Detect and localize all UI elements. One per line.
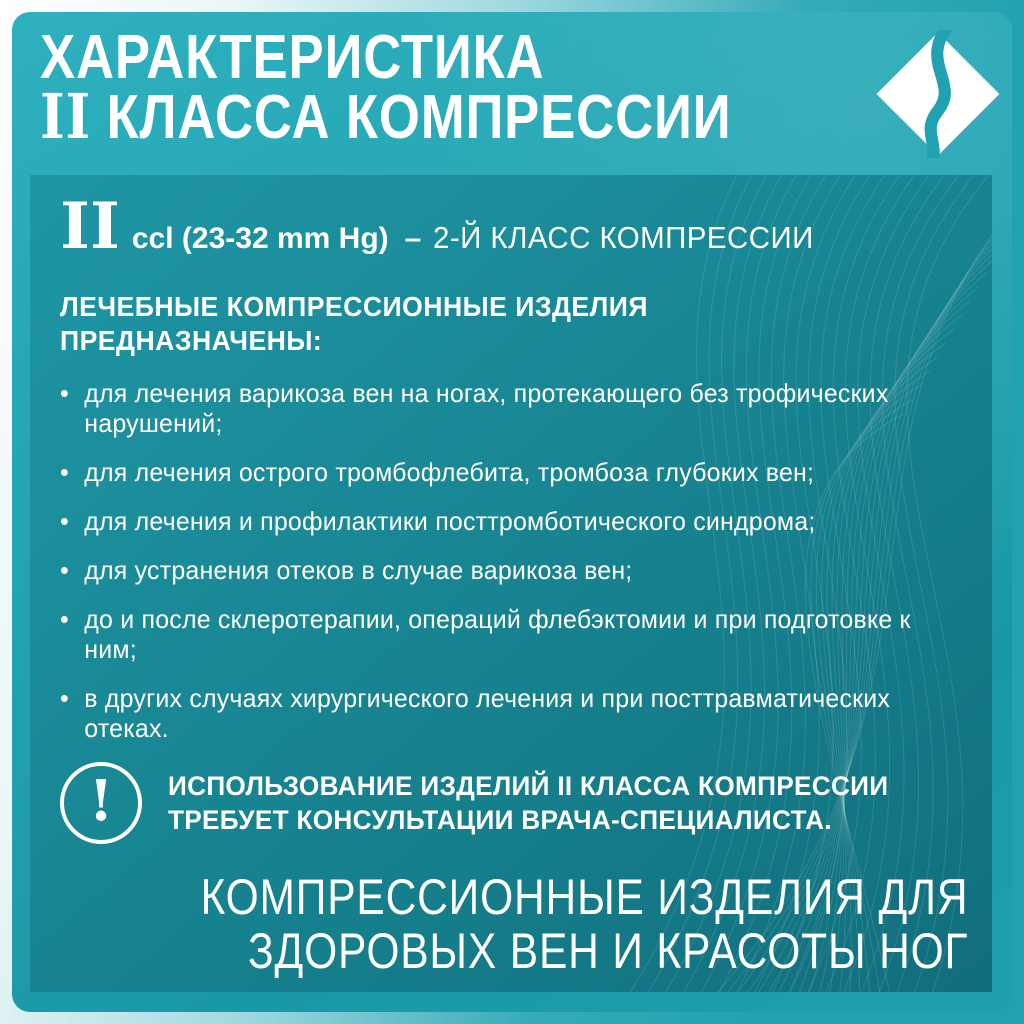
title-roman-numeral: II [40, 80, 92, 153]
poster-background [12, 12, 1012, 1012]
class-roman-numeral: II [60, 189, 120, 264]
page-title-line2 [40, 80, 732, 153]
page-title-line1: ХАРАКТЕРИСТИКА [40, 23, 545, 92]
compression-class-heading [60, 189, 962, 264]
bullet-dot: • [60, 506, 69, 536]
bullet-dot: • [60, 683, 69, 713]
content-card [30, 175, 992, 992]
indication-item [60, 604, 953, 664]
brand-slogan [200, 870, 968, 978]
intro-line1: ЛЕЧЕБНЫЕ КОМПРЕССИОННЫЕ ИЗДЕЛИЯ [60, 291, 648, 322]
slogan-line1: КОМПРЕССИОННЫЕ ИЗДЕЛИЯ ДЛЯ [200, 869, 968, 925]
bullet-dot: • [60, 378, 69, 408]
indication-item [60, 378, 953, 438]
warning-callout [60, 762, 962, 844]
indication-text: для лечения варикоза вен на ногах, протекающего без трофических нарушений; [84, 378, 889, 438]
exclamation-icon: ! [60, 762, 142, 844]
indication-text: для лечения острого тромбофлебита, тромбоза глубоких вен; [84, 457, 815, 487]
indications-list [60, 378, 990, 743]
warning-text [168, 769, 888, 837]
bullet-dot: • [60, 555, 69, 585]
bullet-dot: • [60, 457, 69, 487]
indication-text: до и после склеротерапии, операций флебэктомии и при подготовке к ним; [84, 604, 911, 664]
indication-text: для устранения отеков в случае варикоза вен; [84, 555, 633, 585]
indication-text: для лечения и профилактики посттромботического синдрома; [84, 506, 816, 536]
class-name-label: 2-Й КЛАСС КОМПРЕССИИ [433, 220, 815, 255]
title-line2-rest: КЛАССА КОМПРЕССИИ [91, 83, 732, 152]
indication-item [60, 457, 953, 487]
indication-item [60, 683, 953, 743]
intro-line2: ПРЕДНАЗНАЧЕНЫ: [60, 325, 323, 356]
intro-heading [60, 290, 917, 358]
wave-diamond-logo-icon [874, 30, 1002, 158]
indication-item [60, 555, 953, 585]
poster-header [40, 23, 853, 153]
bullet-dot: • [60, 604, 69, 634]
class-pressure-spec: ccl (23-32 mm Hg) [131, 222, 389, 255]
warning-line1: ИСПОЛЬЗОВАНИЕ ИЗДЕЛИЙ II КЛАССА КОМПРЕССИИ [168, 771, 889, 801]
warning-line2: ТРЕБУЕТ КОНСУЛЬТАЦИИ ВРАЧА-СПЕЦИАЛИСТА. [168, 805, 832, 835]
indication-text: в других случаях хирургического лечения и при посттравматических отеках. [84, 683, 891, 743]
card-content [30, 175, 992, 844]
class-separator-dash: – [404, 222, 422, 255]
slogan-line2: ЗДОРОВЫХ ВЕН И КРАСОТЫ НОГ [247, 923, 968, 979]
indication-item [60, 506, 953, 536]
